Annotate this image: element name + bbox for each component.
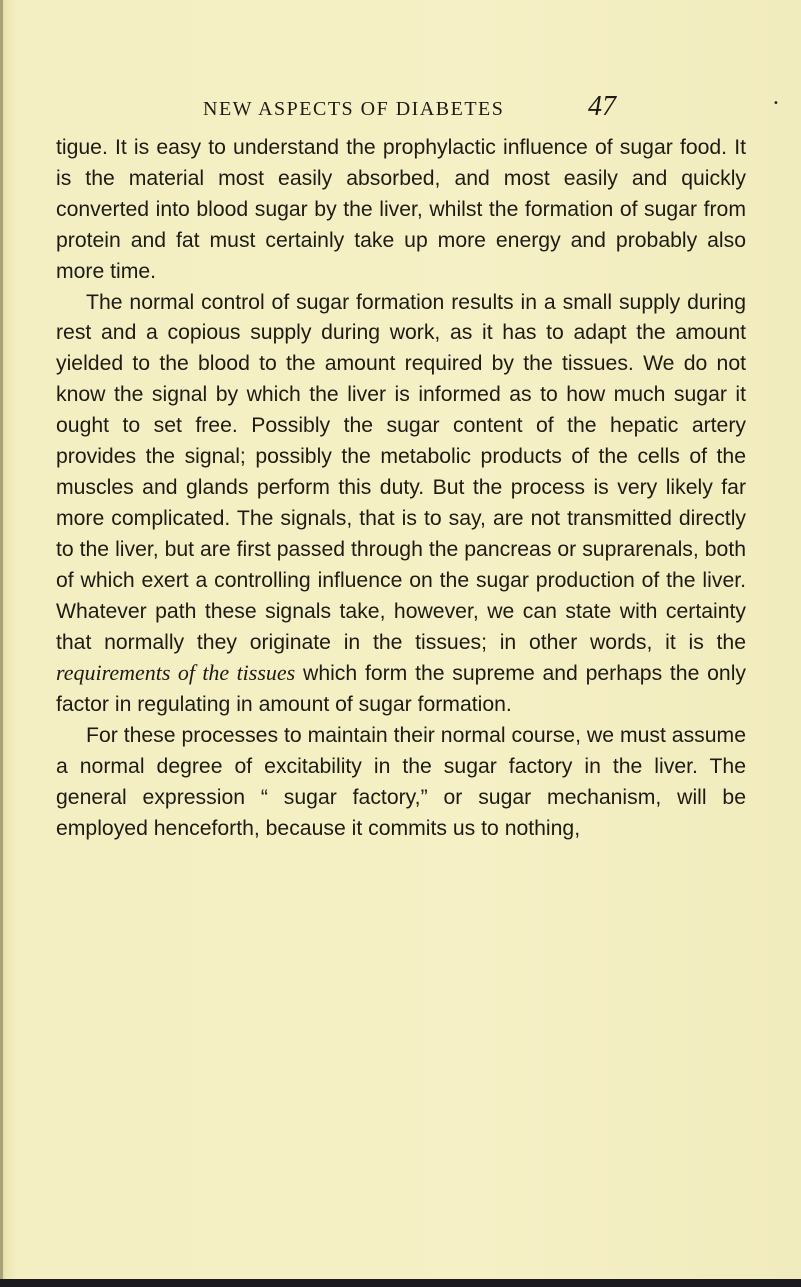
- body-text: [56, 133, 746, 845]
- running-head: NEW ASPECTS OF DIABETES: [203, 98, 505, 120]
- bottom-edge-strip: [0, 1279, 801, 1287]
- paragraph-1-text: tigue. It is easy to understand the prophylactic influence of sugar food. It is the material most easily absorbed, and most easily and quickly converted into blood sugar by the liver, whilst the formation of sugar from protein and fat must certainly take up more energy and probably also more time.: [56, 136, 746, 283]
- print-speck: •: [773, 98, 779, 109]
- paragraph-2-after: which form the supreme and perhaps the only factor in regulating in amount of sugar formation.: [56, 662, 747, 717]
- page-header: [0, 91, 801, 124]
- paragraph-2-emphasis: requirements of the tissues: [56, 660, 296, 686]
- paragraph-1: [56, 133, 746, 288]
- page-spine-edge: [0, 0, 3, 1287]
- paragraph-3: [56, 721, 746, 845]
- paragraph-2-text: The normal control of sugar formation results in a small supply during rest and a copious supply during work, as it has to adapt the amount yielded to the blood to the amount required by the tissues. We do not know the signal by which the liver is informed as to how much sugar it ought to set free. Possibly the sugar content of the hepatic artery provides the signal; possibly the metabolic products of the cells of the muscles and glands perform this duty. But the process is very likely far more complicated. The signals, that is to say, are not transmitted directly to the liver, but are first passed through the pancreas or suprarenals, both of which exert a controlling influence on the sugar production of the liver. Whatever path these signals take, however, we can state with certainty that normally they originate in the tissues; in other words, it is the: [56, 290, 746, 654]
- paragraph-3-text: For these processes to maintain their normal course, we must assume a normal degree of excitability in the sugar factory in the liver. The general expression “ sugar factory,” or sugar mechanism, will be employed henceforth, because it commits us to nothing,: [56, 724, 746, 840]
- paragraph-2: [56, 288, 746, 722]
- page-number: 47: [588, 91, 616, 122]
